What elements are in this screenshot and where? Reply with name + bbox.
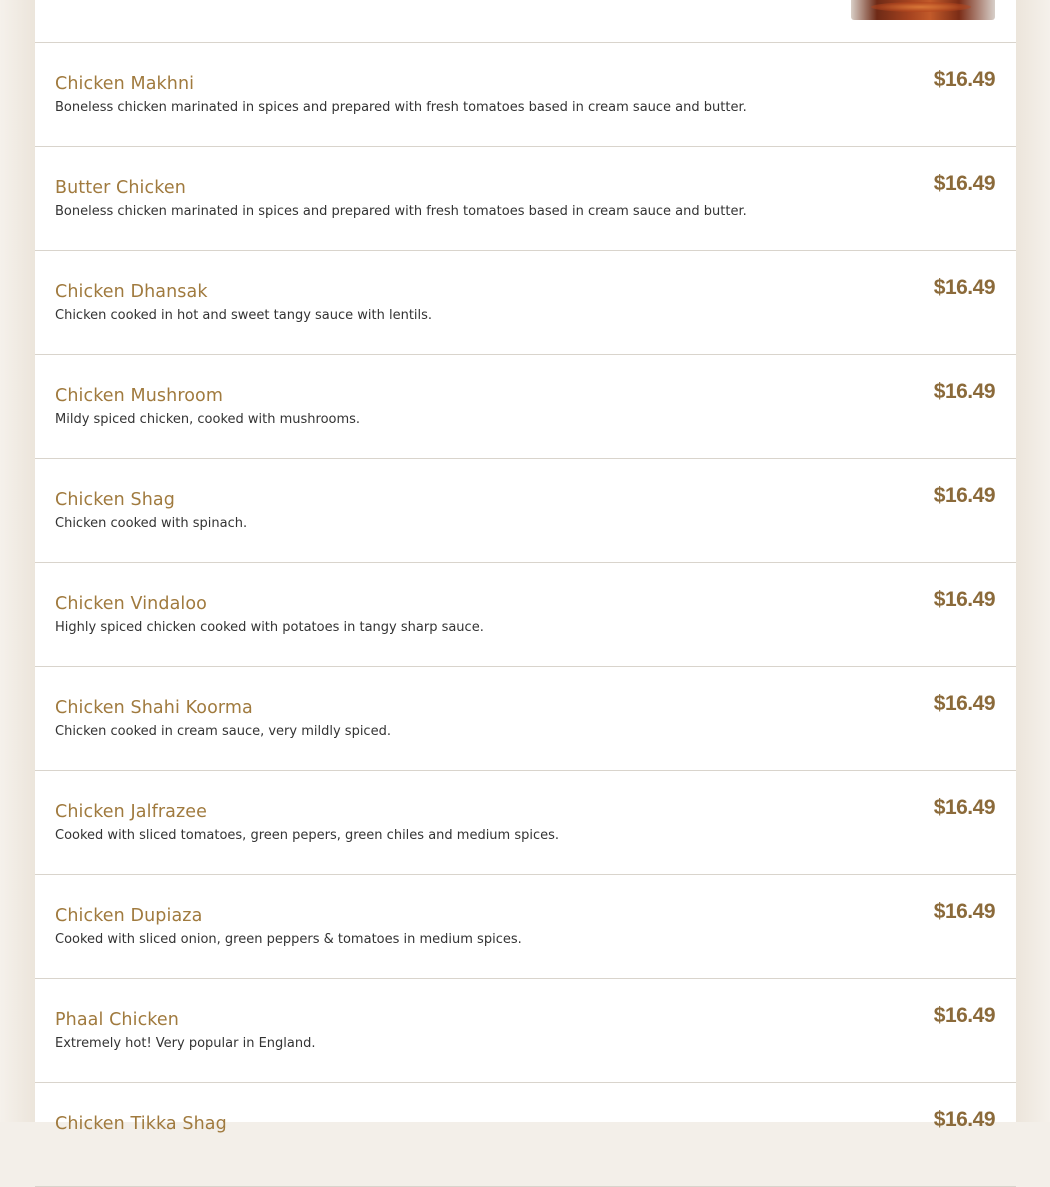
menu-item-name: Chicken Dhansak	[55, 282, 208, 302]
menu-item-description: Highly spiced chicken cooked with potatoes in tangy sharp sauce.	[55, 620, 484, 635]
menu-item-name: Chicken Makhni	[55, 74, 195, 94]
menu-item-description: Cooked with sliced onion, green peppers & tomatoes in medium spices.	[55, 932, 522, 947]
menu-item-price: $16.49	[933, 588, 995, 611]
menu-item-name: Chicken Mushroom	[55, 386, 223, 406]
page-background-right	[1016, 0, 1050, 1122]
menu-panel	[35, 0, 1016, 1134]
previous-menu-item[interactable]	[35, 0, 1016, 43]
menu-item[interactable]	[35, 355, 1016, 459]
menu-item[interactable]	[35, 771, 1016, 875]
menu-item-price: $16.49	[933, 276, 995, 299]
menu-item-description: Extremely hot! Very popular in England.	[55, 1036, 316, 1051]
menu-item[interactable]	[35, 459, 1016, 563]
menu-item-description: Boneless chicken marinated in spices and prepared with fresh tomatoes based in cream sauce and butter.	[55, 204, 747, 219]
menu-item-name: Chicken Dupiaza	[55, 906, 203, 926]
menu-item-price: $16.49	[933, 484, 995, 507]
menu-item[interactable]	[35, 979, 1016, 1083]
menu-item[interactable]	[35, 875, 1016, 979]
menu-item-price: $16.49	[933, 1108, 995, 1131]
menu-item-name: Chicken Tikka Shag	[55, 1114, 227, 1134]
menu-item[interactable]	[35, 147, 1016, 251]
menu-item-name: Chicken Jalfrazee	[55, 802, 207, 822]
menu-item-description: Mildy spiced chicken, cooked with mushrooms.	[55, 412, 361, 427]
menu-item-name: Phaal Chicken	[55, 1010, 179, 1030]
menu-item-price: $16.49	[933, 172, 995, 195]
menu-item-name: Butter Chicken	[55, 178, 186, 198]
menu-item-name: Chicken Shahi Koorma	[55, 698, 253, 718]
menu-item-description: Chicken cooked in cream sauce, very mildly spiced.	[55, 724, 391, 739]
page-background-left	[0, 0, 35, 1122]
menu-item-name: Chicken Shag	[55, 490, 175, 510]
menu-item-price: $16.49	[933, 380, 995, 403]
menu-item[interactable]	[35, 1083, 1016, 1187]
menu-item[interactable]	[35, 667, 1016, 771]
menu-item-price: $16.49	[933, 692, 995, 715]
menu-item[interactable]	[35, 251, 1016, 355]
menu-item[interactable]	[35, 563, 1016, 667]
menu-item-description: Chicken cooked with spinach.	[55, 516, 248, 531]
menu-item[interactable]	[35, 43, 1016, 147]
menu-item-price: $16.49	[933, 68, 995, 91]
menu-item-price: $16.49	[933, 900, 995, 923]
menu-item-name: Chicken Vindaloo	[55, 594, 207, 614]
menu-item-description: Cooked with sliced tomatoes, green pepers, green chiles and medium spices.	[55, 828, 560, 843]
menu-item-price: $16.49	[933, 1004, 995, 1027]
menu-item-price: $16.49	[933, 796, 995, 819]
dish-photo[interactable]	[851, 0, 995, 20]
menu-item-description: Boneless chicken marinated in spices and prepared with fresh tomatoes based in cream sauce and butter.	[55, 100, 747, 115]
menu-item-description: Chicken cooked in hot and sweet tangy sauce with lentils.	[55, 308, 433, 323]
